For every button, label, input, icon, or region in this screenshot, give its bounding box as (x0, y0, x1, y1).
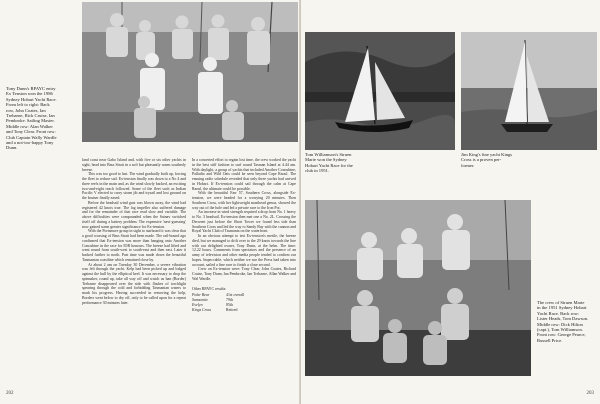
caption-line: Hobart Yacht Race for the (305, 162, 353, 168)
caption-line: The crew of Struen Marie (537, 300, 585, 305)
result-value: 41st overall (226, 293, 245, 298)
paragraph: In a concerted effort to regain lost time, the crew worked the yacht in the best stiff fashion to surf round Tasman Island at 4.44 am. With daylight, a group of yachts that included Another Concubine, Palladio and Wild Oats could be seen beyond Cape Raoul. The ensuing radio schedule revealed that only three yachts had arrived in Hobart. If Ex-tension could sail through the calm at Cape Raoul, the ultimate could be possible. (192, 158, 296, 191)
left-page (0, 0, 299, 404)
paragraph: Before the headsail wind gust was blown away, the wind had registered 42 knots true. The log impeller also suffered damage and for the remainder of that race read slow and variable. The above difficulties were compounded when the Satnav switched itself off during a battery problem. The expensive 'navi-guessing' now gained some greater significance for Ex-tension. (82, 200, 186, 229)
result-boat: Evelyn (192, 302, 203, 307)
caption-line: From left to right: Back (6, 102, 50, 108)
caption-line: row, John Coates, Ian (6, 107, 46, 113)
caption-line: and a not-too-happy Tony (6, 140, 54, 146)
caption-line: club in 1951. (305, 168, 330, 174)
caption-line: Treharne, Rick Cruise, Ian (6, 113, 55, 119)
caption-line: Marie won the Sydney (305, 157, 347, 163)
caption-line: Middle row: Dick Hilton (537, 321, 583, 327)
caption-line: in the 1951 Sydney Hobart (537, 305, 587, 311)
caption-line: Ex Tension won the 1986 (6, 91, 53, 97)
result-value: 85th (226, 302, 233, 307)
kings-cross-sailing-photo (461, 32, 597, 150)
paragraph: This was too good to last. The wind gradually built up, forcing the fleet to reduce sail. Ex-tension finally was down to a No 4 and three reefs in the main and, as the wind slowly backed, an exciting two-and-eight reach followed. Some of the fleet such as Indian Pacific V elected to carry storm jib and trysail and lost ground on the bruiser finally eased. (82, 172, 186, 200)
results-table (192, 293, 296, 312)
struen-marie-caption (305, 152, 455, 174)
kings-cross-caption (461, 152, 597, 168)
caption-line: Tony Dunn's RPAYC entry (6, 86, 56, 91)
result-value: Retired (226, 307, 238, 312)
caption-line: Middle row: Alan Walker (6, 123, 53, 129)
struen-marie-crew-caption (537, 300, 599, 343)
left-text-column-1 (82, 158, 186, 388)
paragraph: land coast near Gabo Island and, with five or six other yachts in sight, head into Bass Strait in a soft but pleasantly warm southerly breeze. (82, 158, 186, 172)
struen-marie-sailing-photo (305, 32, 455, 150)
caption-line: former. (461, 162, 475, 168)
caption-line: Front row: George Pearce, (537, 332, 586, 338)
right-page (301, 0, 600, 404)
paragraph: With the Portsmore group in sight to starboard it was clear that a good crossing of Bass Strait had been made. The rail-bound ago confirmed that Ex-tension was more than hanging onto Another Concubine in the race for IOR honours. The breeze had lifted and went round from south-west to south-east and then east. Later it backed further to north. Past time was made down the beautiful Tasmanian coastline which remained close by. (82, 229, 186, 262)
caption-line: and Tony Clear. Front row: (6, 129, 56, 135)
result-boat: Polar Bear (192, 293, 210, 298)
caption-line: Tom Williamson's Struen (305, 152, 352, 157)
other-results-title: Other RPAYC results: (192, 286, 227, 291)
caption-line: Dunn. (6, 145, 18, 151)
paragraph: Crew on Ex-tension were: Tony Clear, John Coates, Richard Cruise, Tony Dunn, Ian Pembroke, Ian Treharne, Allan Walker and Wal Wardle. (192, 267, 296, 281)
page-number-right: 203 (586, 391, 594, 396)
struen-marie-crew-photo (305, 200, 531, 376)
caption-line: (capt.), Tom Williamson. (537, 327, 583, 333)
ex-tension-crew-photo (82, 2, 298, 142)
result-boat: Samsonite (192, 298, 208, 302)
caption-line: Russell Price. (537, 337, 563, 343)
page-number-left: 202 (6, 391, 14, 396)
paragraph: In an obvious attempt to test Ex-tension's mettle, the breeze died, but we managed to drift over to the 29 knots towards the line with our delighted owner, Tony Dunn, at the helm. The time: 12.22 hours. Comments from spectators and the presence of an army of television and other media people tended to confirm our hopes. Impeccable, which neither we nor the Press had taken into account, sailed a fine race to finish a close second. (192, 234, 296, 267)
caption-line: Yacht Race. Back row: (537, 310, 580, 316)
caption-line: Pembroke. Sailing Master. (6, 118, 55, 124)
left-text-column-2 (192, 158, 296, 394)
caption-line: Sydney Hobart Yacht Race. (6, 96, 57, 102)
result-value: 79th (226, 298, 233, 302)
caption-line: Jim King's fine yacht Kings (461, 152, 513, 157)
paragraph: An increase in wind strength required a drop from No. 1 heavy to No. 3 headsail. Ex-tension then met one a No. 2L. Crossing the Derwent just before the Short Tower we found less tide than Southern Cross and led the way to Sandy Bay with the cannon and Royal Yacht Club of Tasmania on the waterfront. (192, 210, 296, 234)
caption-line: Cross is a proven per- (461, 157, 502, 163)
result-boat: Kings Cross (192, 307, 211, 312)
caption-line: Lister Heads, Tom Dawson. (537, 316, 589, 322)
caption-line: Club Captain Wally Wardle (6, 134, 57, 140)
paragraph: At about 2 am on Tuesday 30 December, a severe vibration was felt through the yacht. Kelp had been picked up and lodged against the hull by the elliptical keel. It was necessary to drop the spinnaker, round up, take all way off and watch us ban (Border) Treharne disappeared over the side with flashes of torchlight spearing through the cold and forbidding Tasmanian waters to mark his progress. Having succeeded in removing the kelp, Borderr went below to dry off, only to be called upon for a repeat performance 30 minutes later. (82, 262, 186, 305)
paragraph: With the beautiful Farr 57, Southern Cross, alongside Ex-tension, we were headed for a worrying 20 minutes. Then Southern Cross, with her lightweight masthead genoa, showed the way out of the hole and led a private race to the Iron Pot. (192, 191, 296, 210)
ex-tension-caption (6, 86, 80, 151)
